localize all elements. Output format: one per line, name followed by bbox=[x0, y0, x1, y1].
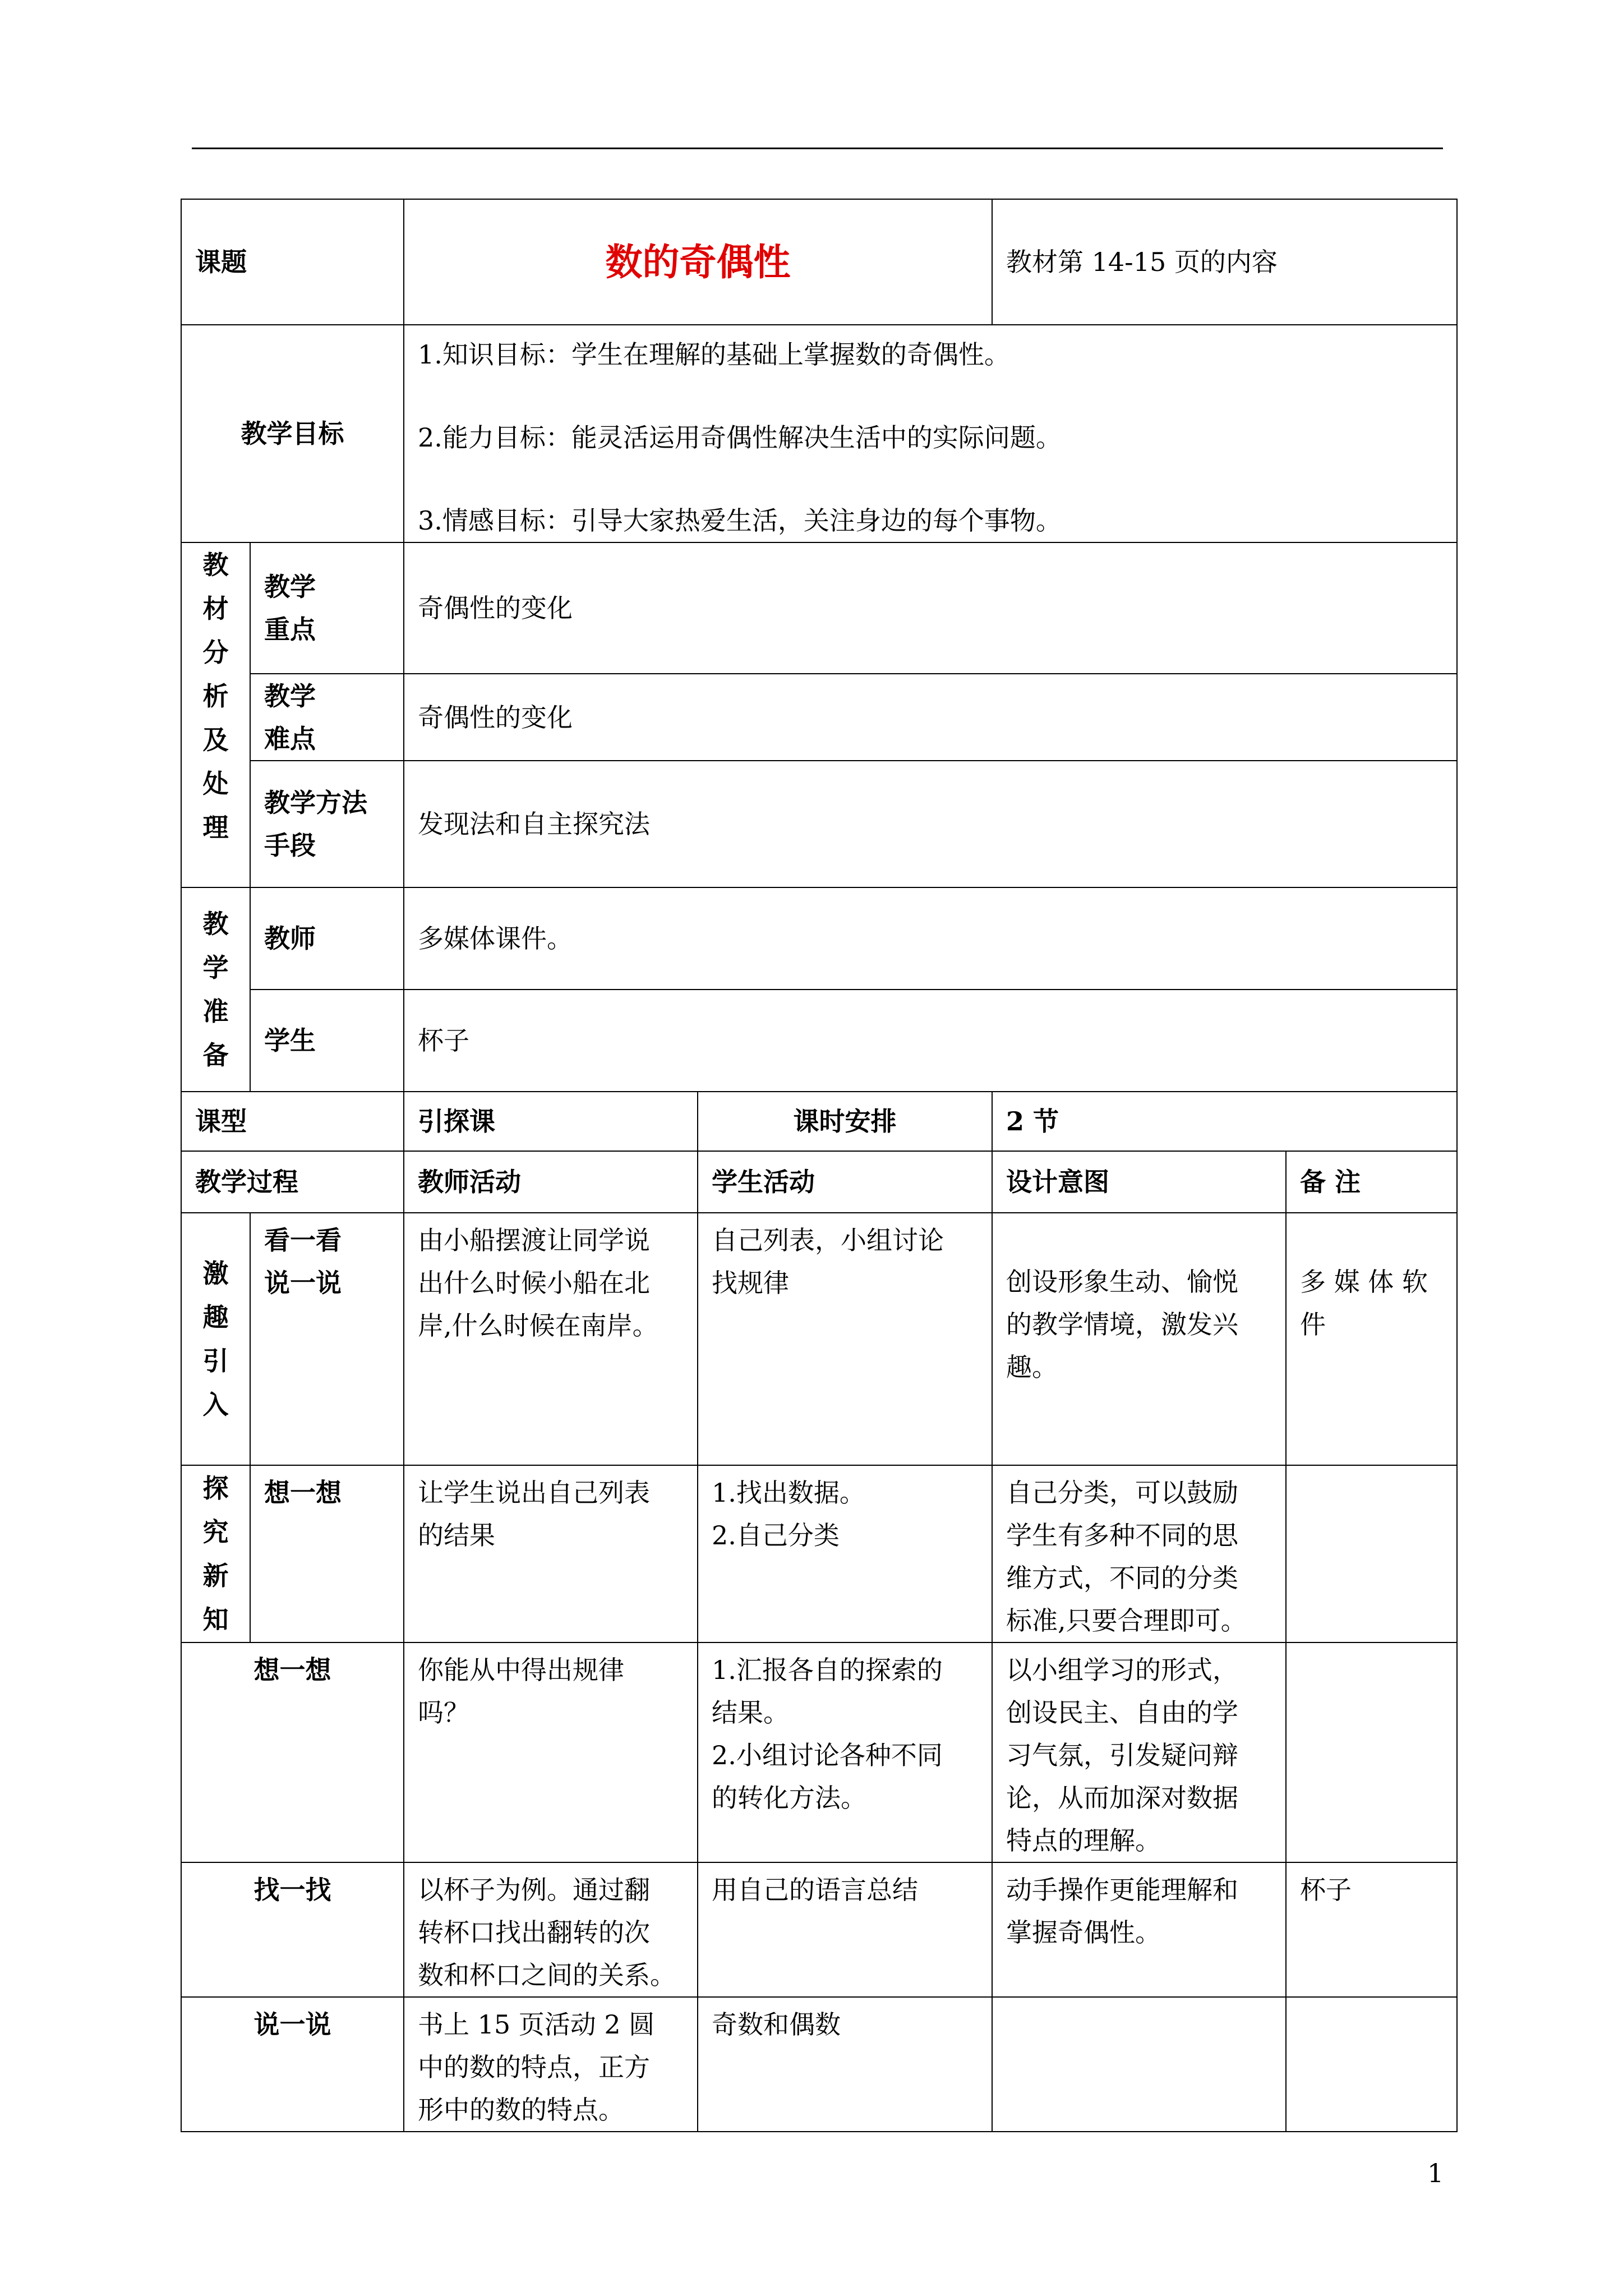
find-intent-line: 动手操作更能理解和 bbox=[1006, 1875, 1239, 1905]
explore-char: 知 bbox=[202, 1604, 229, 1635]
analysis-char: 处 bbox=[202, 769, 229, 799]
prep-row-teacher bbox=[181, 887, 1457, 990]
explore-intent-line: 维方式，不同的分类 bbox=[1006, 1563, 1239, 1593]
topic-label: 课题 bbox=[181, 199, 404, 325]
intro-char: 入 bbox=[202, 1389, 229, 1420]
say-teacher-activity bbox=[404, 1997, 698, 2132]
analysis-char: 理 bbox=[202, 812, 229, 843]
prep-char: 备 bbox=[202, 1040, 229, 1070]
hours-label: 课时安排 bbox=[698, 1092, 992, 1151]
difficulty-label-line: 难点 bbox=[264, 723, 316, 754]
intro-char: 趣 bbox=[202, 1302, 229, 1332]
think-teacher-activity bbox=[404, 1642, 698, 1862]
think-intent-line: 特点的理解。 bbox=[1006, 1825, 1161, 1856]
intro-char: 激 bbox=[202, 1258, 229, 1289]
say-teacher-line: 书上 15 页活动 2 圆 bbox=[418, 2009, 655, 2040]
lesson-plan-table bbox=[181, 199, 1458, 2132]
say-teacher-line: 形中的数的特点。 bbox=[418, 2095, 624, 2125]
think-student-line: 的转化方法。 bbox=[712, 1783, 866, 1813]
think-student-activity bbox=[698, 1642, 992, 1862]
method-label bbox=[250, 761, 404, 887]
objectives-content bbox=[404, 325, 1457, 542]
prep-teacher-label: 教师 bbox=[250, 887, 404, 990]
lesson-type-label: 课型 bbox=[181, 1092, 404, 1151]
think-design-intent bbox=[992, 1642, 1286, 1862]
objectives-row bbox=[181, 325, 1457, 542]
explore-intent-line: 自己分类，可以鼓励 bbox=[1006, 1478, 1239, 1508]
prep-row-student bbox=[181, 990, 1457, 1092]
intro-student-line: 找规律 bbox=[712, 1268, 789, 1298]
find-student-line: 用自己的语言总结 bbox=[712, 1875, 918, 1905]
analysis-char: 教 bbox=[202, 550, 229, 580]
prep-student-label: 学生 bbox=[250, 990, 404, 1092]
intro-notes-line: 多 媒 体 软 bbox=[1300, 1267, 1428, 1297]
intro-char: 引 bbox=[202, 1346, 229, 1376]
think-student-line: 2.小组讨论各种不同 bbox=[712, 1740, 943, 1770]
find-step: 找一找 bbox=[181, 1862, 404, 1997]
difficulty-label bbox=[250, 674, 404, 761]
think-teacher-line: 你能从中得出规律 bbox=[418, 1655, 624, 1685]
prep-teacher-value: 多媒体课件。 bbox=[404, 887, 1457, 990]
prep-char: 教 bbox=[202, 909, 229, 939]
think-student-line: 结果。 bbox=[712, 1697, 789, 1728]
intro-teacher-line: 由小船摆渡让同学说 bbox=[418, 1225, 650, 1255]
hours-value: 2 节 bbox=[992, 1092, 1457, 1151]
explore-notes bbox=[1286, 1465, 1457, 1642]
analysis-char: 及 bbox=[202, 725, 229, 755]
focus-label-line: 重点 bbox=[264, 614, 316, 645]
say-student-line: 奇数和偶数 bbox=[712, 2009, 841, 2040]
textbook-reference: 教材第 14-15 页的内容 bbox=[992, 199, 1457, 325]
focus-label-line: 教学 bbox=[264, 572, 316, 602]
process-row-say bbox=[181, 1997, 1457, 2132]
find-notes bbox=[1286, 1862, 1457, 1997]
say-teacher-line: 中的数的特点，正方 bbox=[418, 2052, 650, 2082]
analysis-group-label bbox=[181, 542, 250, 887]
process-step-header: 教学过程 bbox=[181, 1151, 404, 1213]
explore-intent-line: 标准,只要合理即可。 bbox=[1006, 1605, 1247, 1636]
method-label-line: 教学方法 bbox=[264, 788, 367, 818]
think-intent-line: 论，从而加深对数据 bbox=[1006, 1783, 1239, 1813]
intro-step-line: 说一说 bbox=[264, 1268, 342, 1298]
design-intent-header: 设计意图 bbox=[992, 1151, 1286, 1213]
lesson-type-value: 引探课 bbox=[404, 1092, 698, 1151]
process-row-intro bbox=[181, 1213, 1457, 1465]
find-teacher-line: 以杯子为例。通过翻 bbox=[418, 1875, 650, 1905]
think-notes bbox=[1286, 1642, 1457, 1862]
objective-emotion: 3.情感目标：引导大家热爱生活，关注身边的每个事物。 bbox=[418, 505, 1062, 536]
lesson-title: 数的奇偶性 bbox=[404, 199, 992, 325]
explore-student-line: 1.找出数据。 bbox=[712, 1478, 865, 1508]
think-intent-line: 创设民主、自由的学 bbox=[1006, 1697, 1239, 1728]
teacher-activity-header: 教师活动 bbox=[404, 1151, 698, 1213]
intro-teacher-activity bbox=[404, 1213, 698, 1465]
explore-teacher-line: 的结果 bbox=[418, 1520, 495, 1550]
focus-value: 奇偶性的变化 bbox=[404, 542, 1457, 674]
think-teacher-line: 吗？ bbox=[418, 1697, 469, 1728]
explore-student-line: 2.自己分类 bbox=[712, 1520, 840, 1550]
explore-char: 究 bbox=[202, 1517, 229, 1547]
process-row-think bbox=[181, 1642, 1457, 1862]
find-student-activity bbox=[698, 1862, 992, 1997]
intro-notes bbox=[1286, 1213, 1457, 1465]
find-design-intent bbox=[992, 1862, 1286, 1997]
explore-design-intent bbox=[992, 1465, 1286, 1642]
intro-student-line: 自己列表，小组讨论 bbox=[712, 1225, 944, 1255]
intro-step-line: 看一看 bbox=[264, 1225, 342, 1255]
process-row-explore bbox=[181, 1465, 1457, 1642]
find-teacher-line: 数和杯口之间的关系。 bbox=[418, 1960, 676, 1990]
process-header-row bbox=[181, 1151, 1457, 1213]
intro-teacher-line: 出什么时候小船在北 bbox=[418, 1268, 650, 1298]
find-notes-line: 杯子 bbox=[1300, 1875, 1352, 1905]
explore-char: 探 bbox=[202, 1473, 229, 1503]
say-design-intent bbox=[992, 1997, 1286, 2132]
method-value: 发现法和自主探究法 bbox=[404, 761, 1457, 887]
think-intent-line: 以小组学习的形式， bbox=[1006, 1655, 1239, 1685]
explore-phase-label bbox=[181, 1465, 250, 1642]
analysis-row-focus bbox=[181, 542, 1457, 674]
intro-intent-line: 创设形象生动、愉悦 bbox=[1006, 1267, 1239, 1297]
think-intent-line: 习气氛，引发疑问辩 bbox=[1006, 1740, 1239, 1770]
student-activity-header: 学生活动 bbox=[698, 1151, 992, 1213]
intro-intent-line: 趣。 bbox=[1006, 1352, 1058, 1382]
explore-char: 新 bbox=[202, 1561, 229, 1591]
notes-header: 备 注 bbox=[1286, 1151, 1457, 1213]
objective-ability: 2.能力目标：能灵活运用奇偶性解决生活中的实际问题。 bbox=[418, 422, 1062, 453]
objectives-label: 教学目标 bbox=[181, 325, 404, 542]
prep-student-value: 杯子 bbox=[404, 990, 1457, 1092]
explore-teacher-activity bbox=[404, 1465, 698, 1642]
difficulty-value: 奇偶性的变化 bbox=[404, 674, 1457, 761]
prep-char: 学 bbox=[202, 953, 229, 983]
explore-student-activity bbox=[698, 1465, 992, 1642]
prep-group-label bbox=[181, 887, 250, 1092]
intro-student-activity bbox=[698, 1213, 992, 1465]
explore-teacher-line: 让学生说出自己列表 bbox=[418, 1478, 650, 1508]
title-row bbox=[181, 199, 1457, 325]
difficulty-label-line: 教学 bbox=[264, 680, 316, 711]
focus-label bbox=[250, 542, 404, 674]
objective-knowledge: 1.知识目标：学生在理解的基础上掌握数的奇偶性。 bbox=[418, 339, 1010, 370]
say-student-activity bbox=[698, 1997, 992, 2132]
process-row-find bbox=[181, 1862, 1457, 1997]
analysis-char: 分 bbox=[202, 637, 229, 668]
analysis-char: 析 bbox=[202, 681, 229, 711]
analysis-row-method bbox=[181, 761, 1457, 887]
say-step: 说一说 bbox=[181, 1997, 404, 2132]
lesson-type-row bbox=[181, 1092, 1457, 1151]
explore-step: 想一想 bbox=[250, 1465, 404, 1642]
page-number: 1 bbox=[1427, 2158, 1444, 2188]
intro-teacher-line: 岸,什么时候在南岸。 bbox=[418, 1310, 658, 1341]
prep-char: 准 bbox=[202, 996, 229, 1027]
header-rule bbox=[192, 148, 1443, 149]
intro-phase-label bbox=[181, 1213, 250, 1465]
think-student-line: 1.汇报各自的探索的 bbox=[712, 1655, 943, 1685]
intro-design-intent bbox=[992, 1213, 1286, 1465]
find-teacher-line: 转杯口找出翻转的次 bbox=[418, 1917, 650, 1948]
find-teacher-activity bbox=[404, 1862, 698, 1997]
explore-intent-line: 学生有多种不同的思 bbox=[1006, 1520, 1239, 1550]
method-label-line: 手段 bbox=[264, 830, 316, 861]
say-notes bbox=[1286, 1997, 1457, 2132]
intro-step bbox=[250, 1213, 404, 1465]
think-step: 想一想 bbox=[181, 1642, 404, 1862]
intro-notes-line: 件 bbox=[1300, 1309, 1326, 1340]
intro-intent-line: 的教学情境，激发兴 bbox=[1006, 1309, 1239, 1340]
find-intent-line: 掌握奇偶性。 bbox=[1006, 1917, 1161, 1948]
analysis-row-difficulty bbox=[181, 674, 1457, 761]
analysis-char: 材 bbox=[202, 593, 229, 624]
